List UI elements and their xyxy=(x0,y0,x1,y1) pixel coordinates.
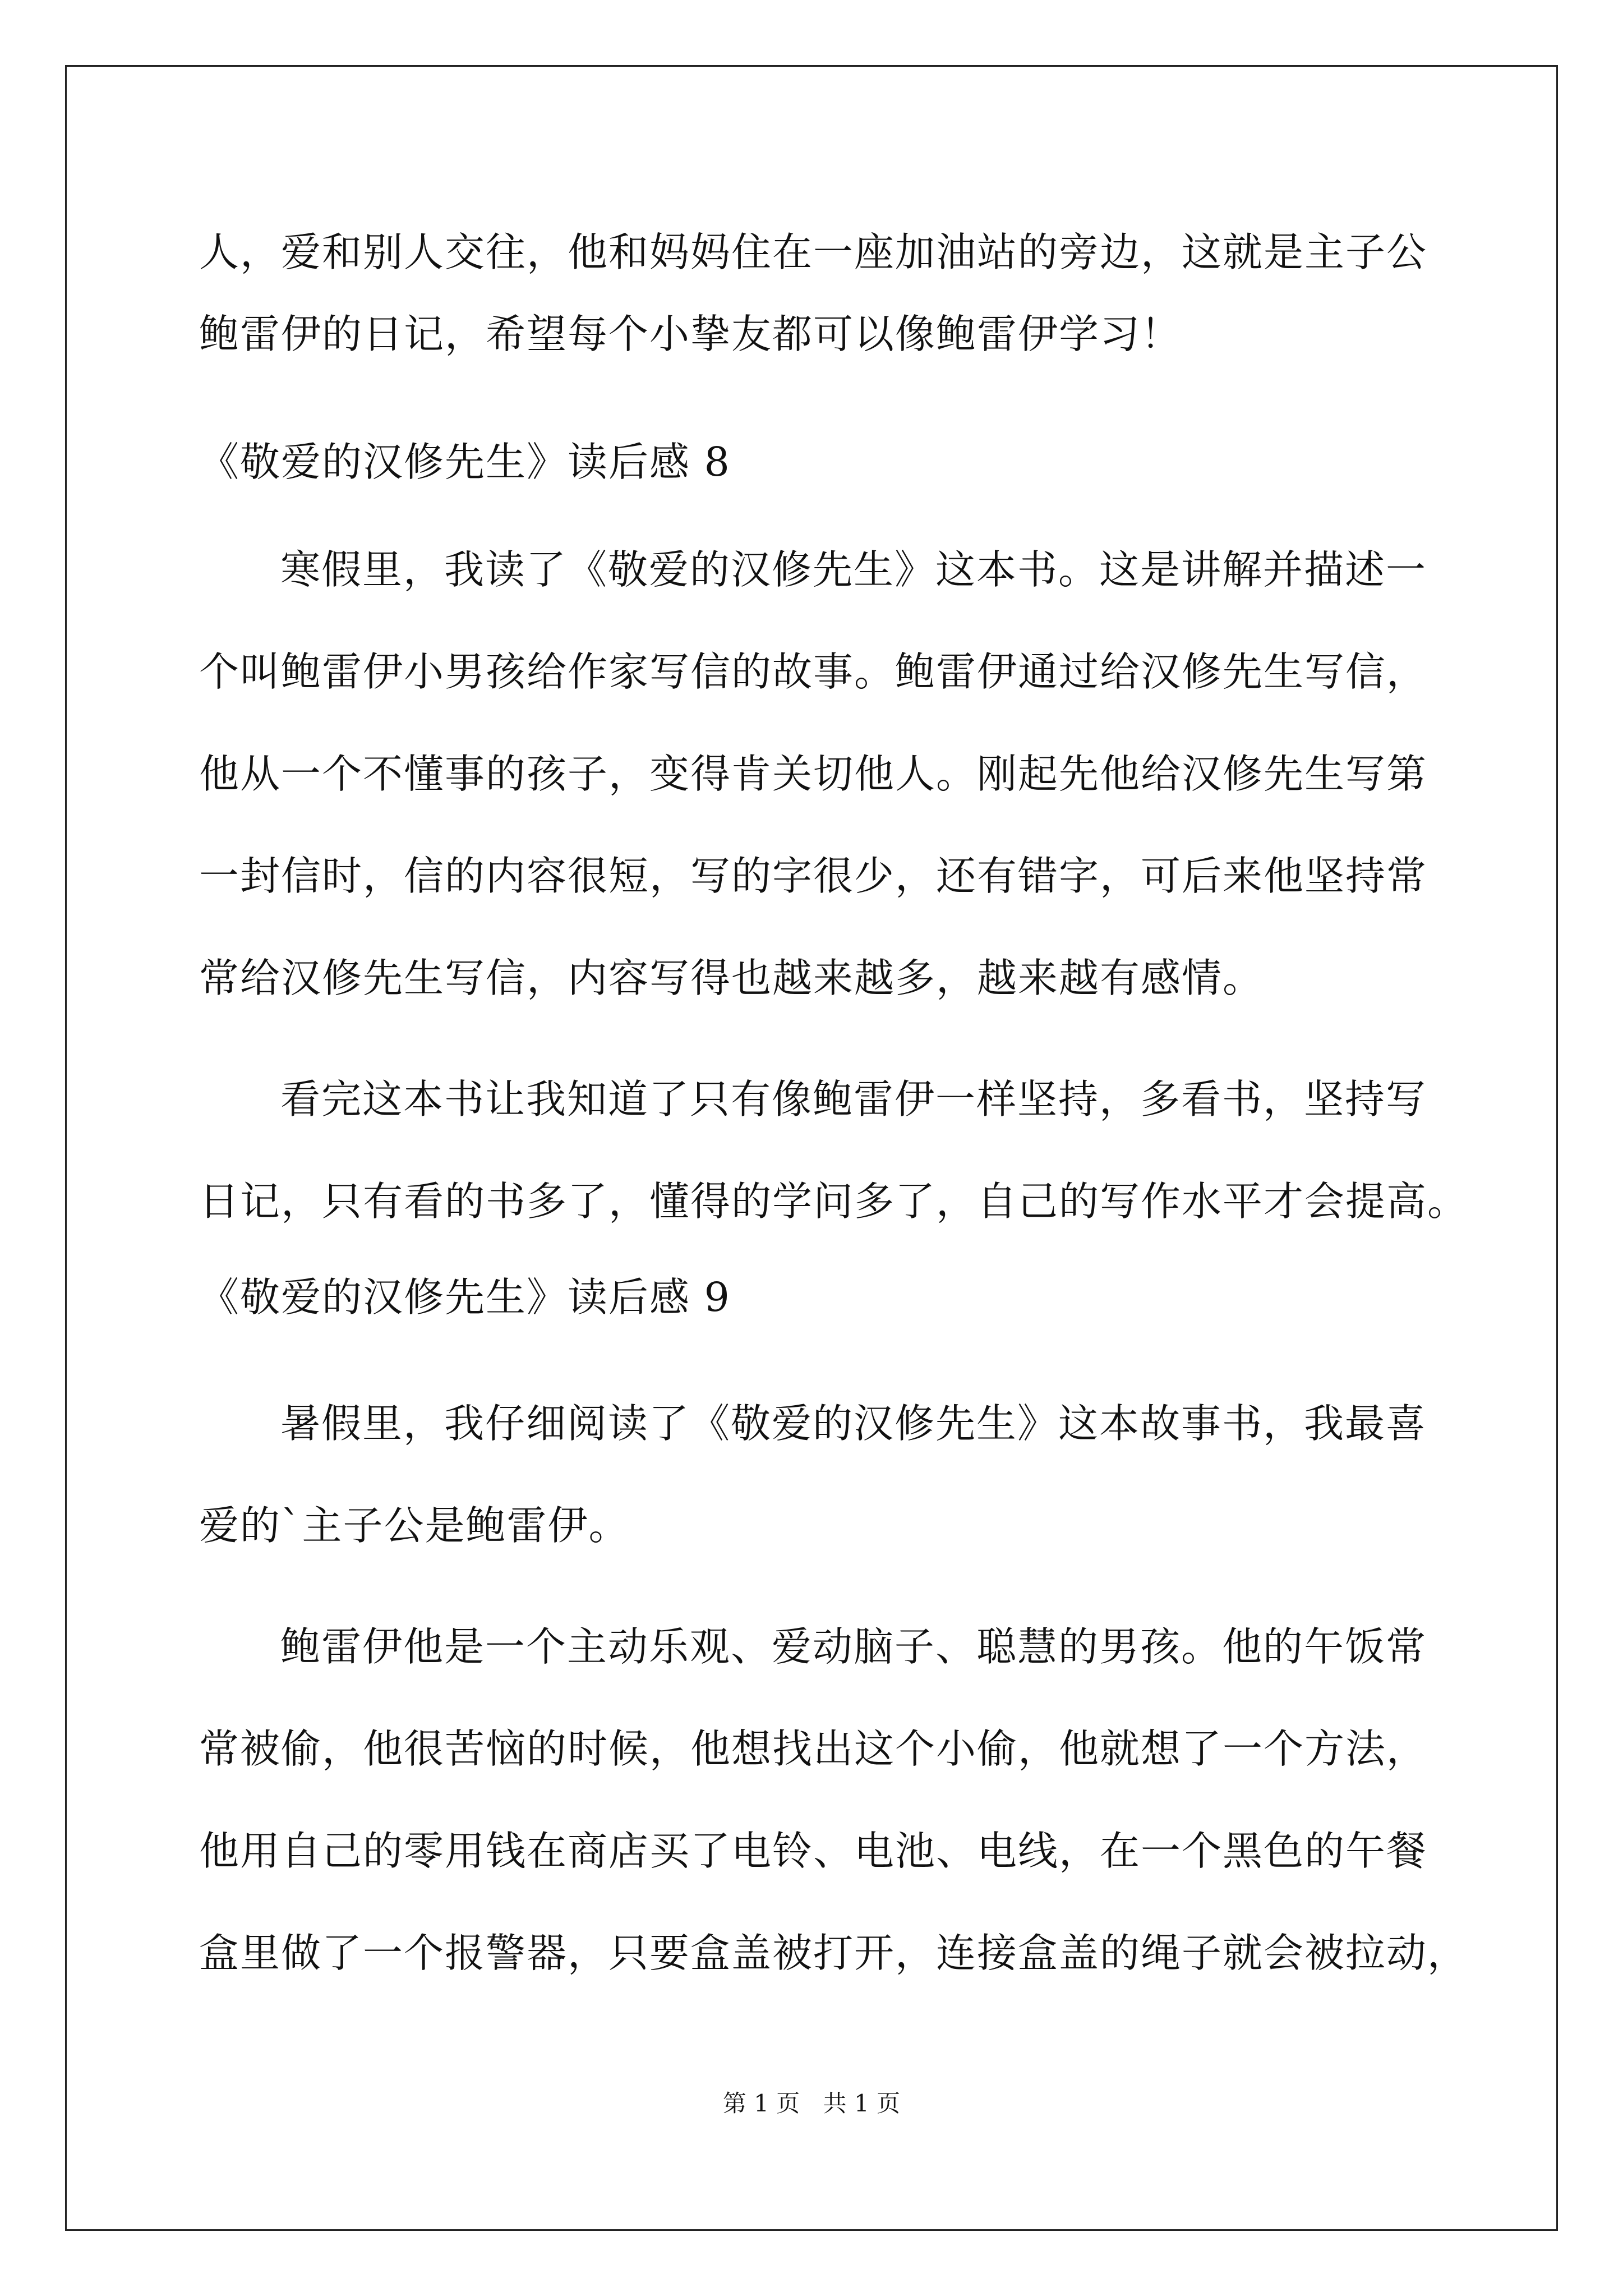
body-text-line: 日记，只有看的书多了，懂得的学问多了，自己的写作水平才会提高。 xyxy=(199,1178,1469,1225)
body-text-line: 他从一个不懂事的孩子，变得肯关切他人。刚起先他给汉修先生写第 xyxy=(199,751,1428,797)
body-text-line: 常给汉修先生写信，内容写得也越来越多，越来越有感情。 xyxy=(199,955,1264,1001)
section-heading: 《敬爱的汉修先生》读后感 9 xyxy=(199,1274,731,1320)
page-footer xyxy=(0,2087,1623,2120)
paragraph-first-line: 看完这本书让我知道了只有像鲍雷伊一样坚持，多看书，坚持写 xyxy=(280,1076,1427,1122)
body-text-line: 盒里做了一个报警器，只要盒盖被打开，连接盒盖的绳子就会被拉动， xyxy=(199,1930,1469,1976)
page-border xyxy=(65,65,1558,2231)
page-number: 第 1 页 xyxy=(722,2090,800,2117)
section-heading: 《敬爱的汉修先生》读后感 8 xyxy=(199,439,731,485)
body-text-line: 一封信时，信的内容很短，写的字很少，还有错字，可后来他坚持常 xyxy=(199,853,1428,899)
body-text-line: 爱的`主子公是鲍雷伊。 xyxy=(199,1502,630,1549)
body-text-line: 个叫鲍雷伊小男孩给作家写信的故事。鲍雷伊通过给汉修先生写信， xyxy=(199,648,1428,695)
page-total: 共 1 页 xyxy=(823,2090,901,2117)
paragraph-first-line: 寒假里，我读了《敬爱的汉修先生》这本书。这是讲解并描述一 xyxy=(280,546,1427,593)
body-text-line: 人，爱和别人交往，他和妈妈住在一座加油站的旁边，这就是主子公 xyxy=(199,229,1428,275)
paragraph-first-line: 鲍雷伊他是一个主动乐观、爱动脑子、聪慧的男孩。他的午饭常 xyxy=(280,1623,1427,1670)
paragraph-first-line: 暑假里，我仔细阅读了《敬爱的汉修先生》这本故事书，我最喜 xyxy=(280,1400,1427,1447)
body-text-line: 鲍雷伊的日记，希望每个小挚友都可以像鲍雷伊学习！ xyxy=(199,311,1182,357)
body-text-line: 常被偷，他很苦恼的时候，他想找出这个小偷，他就想了一个方法， xyxy=(199,1726,1428,1772)
body-text-line: 他用自己的零用钱在商店买了电铃、电池、电线，在一个黑色的午餐 xyxy=(199,1828,1428,1874)
